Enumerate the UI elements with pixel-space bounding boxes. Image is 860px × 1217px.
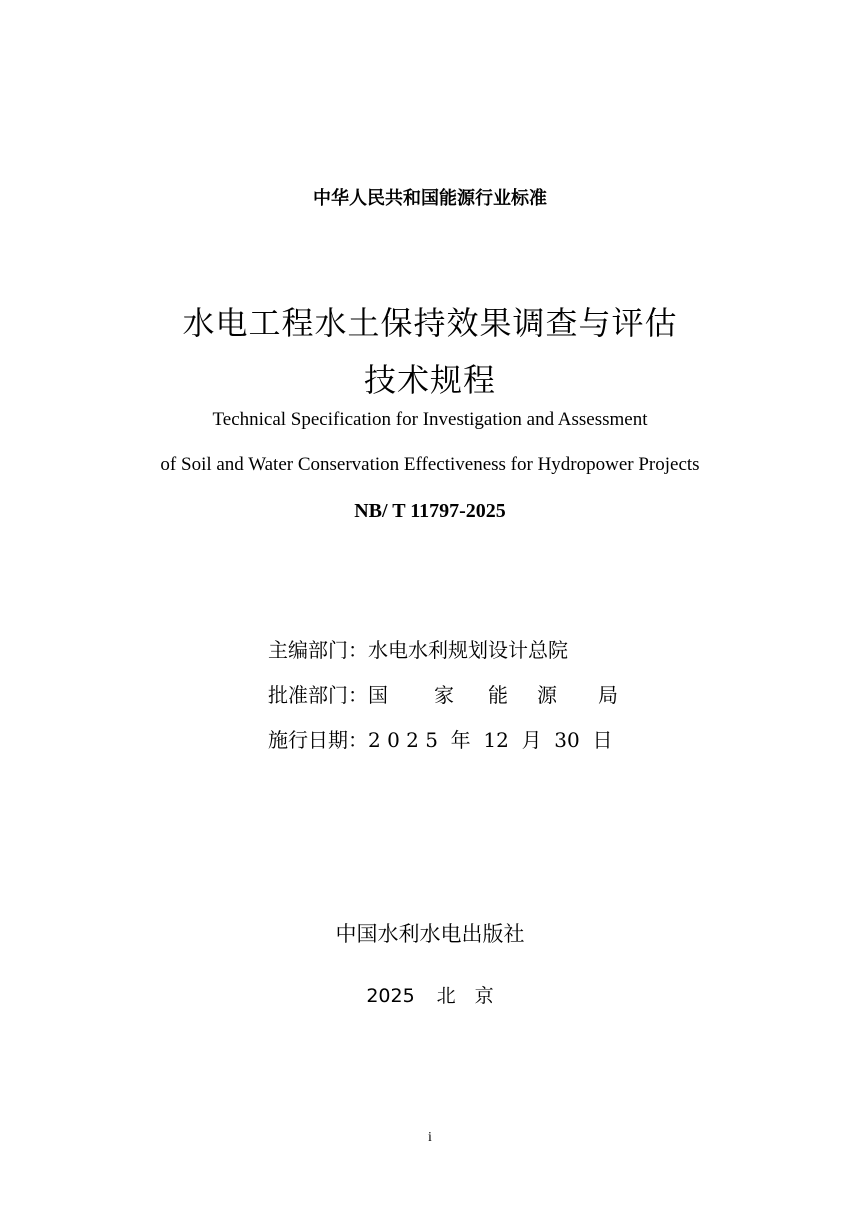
approver-department-label: 批准部门： [268,683,368,707]
publication-city: 北 京 [436,985,494,1007]
standard-code: NB/ T 11797-2025 [354,500,506,522]
approver-char: 能 [488,683,508,707]
approver-department-value [368,683,618,707]
effective-date-row [268,724,612,753]
document-title-zh-line2: 技术规程 [363,361,496,399]
editor-department-row [268,634,568,663]
editor-department-value: 水电水利规划设计总院 [368,638,568,662]
effective-date-label: 施行日期： [268,728,368,752]
effective-date-value: 2 0 2 5 年 12 月 30 日 [368,728,613,752]
approver-char: 国 [368,683,388,707]
approver-department-row [268,679,618,708]
document-title-en-line2: of Soil and Water Conservation Effectiveness for Hydropower Projects [160,454,700,475]
approver-char: 家 [434,683,454,707]
publication-place-line [0,981,860,1008]
publication-year: 2025 [366,985,415,1007]
approver-char: 局 [598,683,618,707]
industry-standard-heading: 中华人民共和国能源行业标准 [313,188,547,209]
approver-char: 源 [537,683,557,707]
page-number: i [428,1130,432,1145]
publisher-name: 中国水利水电出版社 [335,922,525,946]
editor-department-label: 主编部门： [268,638,368,662]
document-title-en-line1: Technical Specification for Investigation and Assessment [212,409,648,430]
document-title-zh-line1: 水电工程水土保持效果调查与评估 [182,304,678,342]
